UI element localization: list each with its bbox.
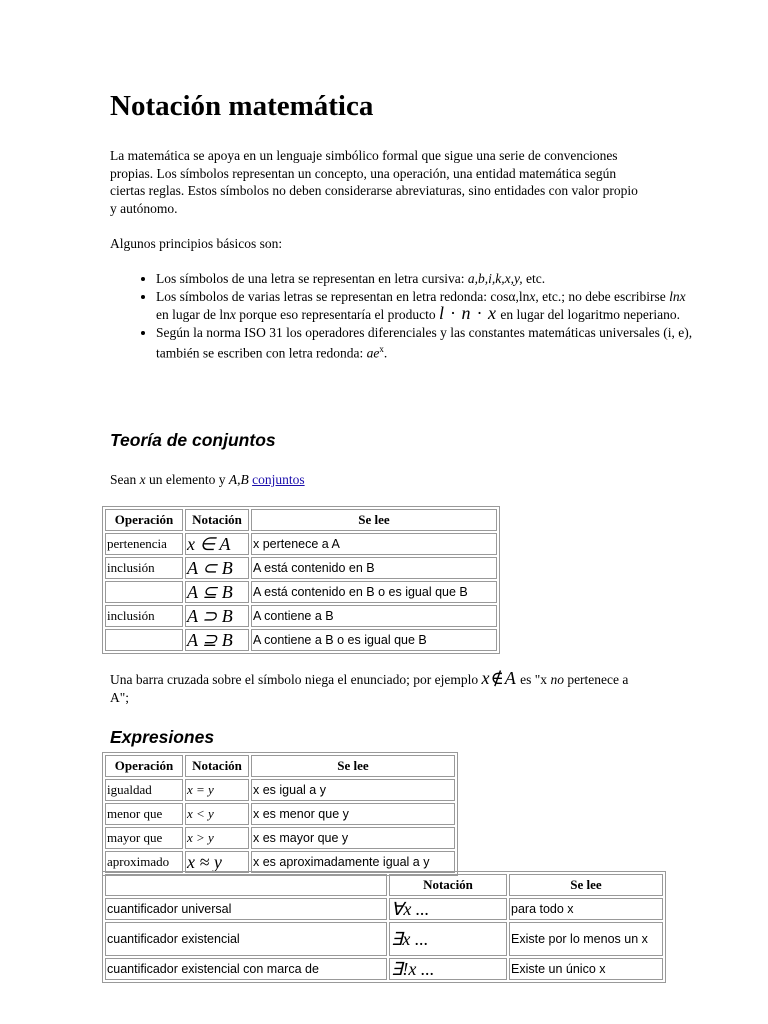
expressions-table <box>102 752 458 876</box>
notation-cell: ∀x ... <box>389 898 507 920</box>
table-row <box>105 827 455 849</box>
principles-intro: Algunos principios básicos son: <box>110 236 283 251</box>
reading-cell: x es aproximadamente igual a y <box>251 851 455 873</box>
table-header-row <box>105 755 455 777</box>
table-row <box>105 803 455 825</box>
notation-cell: x < y <box>185 803 249 825</box>
table-header-row <box>105 509 497 531</box>
principles-list <box>110 270 696 362</box>
notation-cell: A ⊃ B <box>185 605 249 627</box>
table-row <box>105 779 455 801</box>
operation-cell: mayor que <box>105 827 183 849</box>
notation-cell: ∃!x ... <box>389 958 507 980</box>
sets-intro: Sean x un elemento y A,B conjuntos <box>110 472 305 487</box>
table-row <box>105 851 455 873</box>
notation-cell: ∃x ... <box>389 922 507 956</box>
table-row <box>105 605 497 627</box>
operation-cell: cuantificador universal <box>105 898 387 920</box>
column-header: Se lee <box>251 509 497 531</box>
conjuntos-link[interactable]: conjuntos <box>252 472 305 487</box>
column-header: Notación <box>185 509 249 531</box>
sets-table <box>102 506 500 654</box>
reading-cell: A contiene a B <box>251 605 497 627</box>
section-heading-expressions: Expresiones <box>110 727 215 747</box>
table-row <box>105 533 497 555</box>
table-row <box>105 922 663 956</box>
table-row <box>105 629 497 651</box>
column-header: Notación <box>185 755 249 777</box>
operation-cell: menor que <box>105 803 183 825</box>
operation-cell: aproximado <box>105 851 183 873</box>
table-header-row <box>105 874 663 896</box>
operation-cell: cuantificador existencial con marca de <box>105 958 387 980</box>
negation-note: Una barra cruzada sobre el símbolo niega el enunciado; por ejemplo x∉A es "x no pertenece a A"; <box>110 668 629 705</box>
notation-cell: x ∈ A <box>185 533 249 555</box>
operation-cell: inclusión <box>105 557 183 579</box>
operation-cell: igualdad <box>105 779 183 801</box>
operation-cell <box>105 581 183 603</box>
column-header <box>105 874 387 896</box>
operation-cell: cuantificador existencial <box>105 922 387 956</box>
operation-cell <box>105 629 183 651</box>
reading-cell: para todo x <box>509 898 663 920</box>
operation-cell: inclusión <box>105 605 183 627</box>
column-header: Notación <box>389 874 507 896</box>
column-header: Operación <box>105 755 183 777</box>
table-row <box>105 958 663 980</box>
column-header: Operación <box>105 509 183 531</box>
reading-cell: A contiene a B o es igual que B <box>251 629 497 651</box>
table-row <box>105 898 663 920</box>
notation-cell: A ⊆ B <box>185 581 249 603</box>
section-heading-sets: Teoría de conjuntos <box>110 430 276 450</box>
reading-cell: A está contenido en B o es igual que B <box>251 581 497 603</box>
list-item: • Los símbolos de una letra se representan en letra cursiva: a,b,i,k,x,y, etc. <box>156 270 696 288</box>
reading-cell: x es menor que y <box>251 803 455 825</box>
reading-cell: Existe un único x <box>509 958 663 980</box>
reading-cell: A está contenido en B <box>251 557 497 579</box>
quantifiers-table <box>102 871 666 983</box>
reading-cell: Existe por lo menos un x <box>509 922 663 956</box>
reading-cell: x pertenece a A <box>251 533 497 555</box>
notation-cell: x ≈ y <box>185 851 249 873</box>
notation-cell: A ⊇ B <box>185 629 249 651</box>
intro-paragraph: La matemática se apoya en un lenguaje simbólico formal que sigue una serie de convenciones propias. Los símbolos representan un concepto, una operación, una entidad matemática según ciertas reglas. Estos símbolos no deben considerarse abreviaturas, sino entidades con valor propio y autónomo. <box>110 148 638 216</box>
notation-cell: x > y <box>185 827 249 849</box>
table-row <box>105 557 497 579</box>
table-row <box>105 581 497 603</box>
reading-cell: x es mayor que y <box>251 827 455 849</box>
list-item: • Según la norma ISO 31 los operadores diferenciales y las constantes matemáticas universales (i, e), también se escriben con letra redonda: $ae^x$. <box>156 324 696 363</box>
notation-cell: A ⊂ B <box>185 557 249 579</box>
reading-cell: x es igual a y <box>251 779 455 801</box>
column-header: Se lee <box>251 755 455 777</box>
page-title: Notación matemática <box>110 90 374 122</box>
list-item: • Los símbolos de varias letras se representan en letra redonda: cosα,lnx, etc.; no debe escribirse lnx en lugar de lnx porque eso representaría el producto l · n · x en lugar del logaritmo neperiano. <box>156 288 696 324</box>
operation-cell: pertenencia <box>105 533 183 555</box>
notation-cell: x = y <box>185 779 249 801</box>
column-header: Se lee <box>509 874 663 896</box>
